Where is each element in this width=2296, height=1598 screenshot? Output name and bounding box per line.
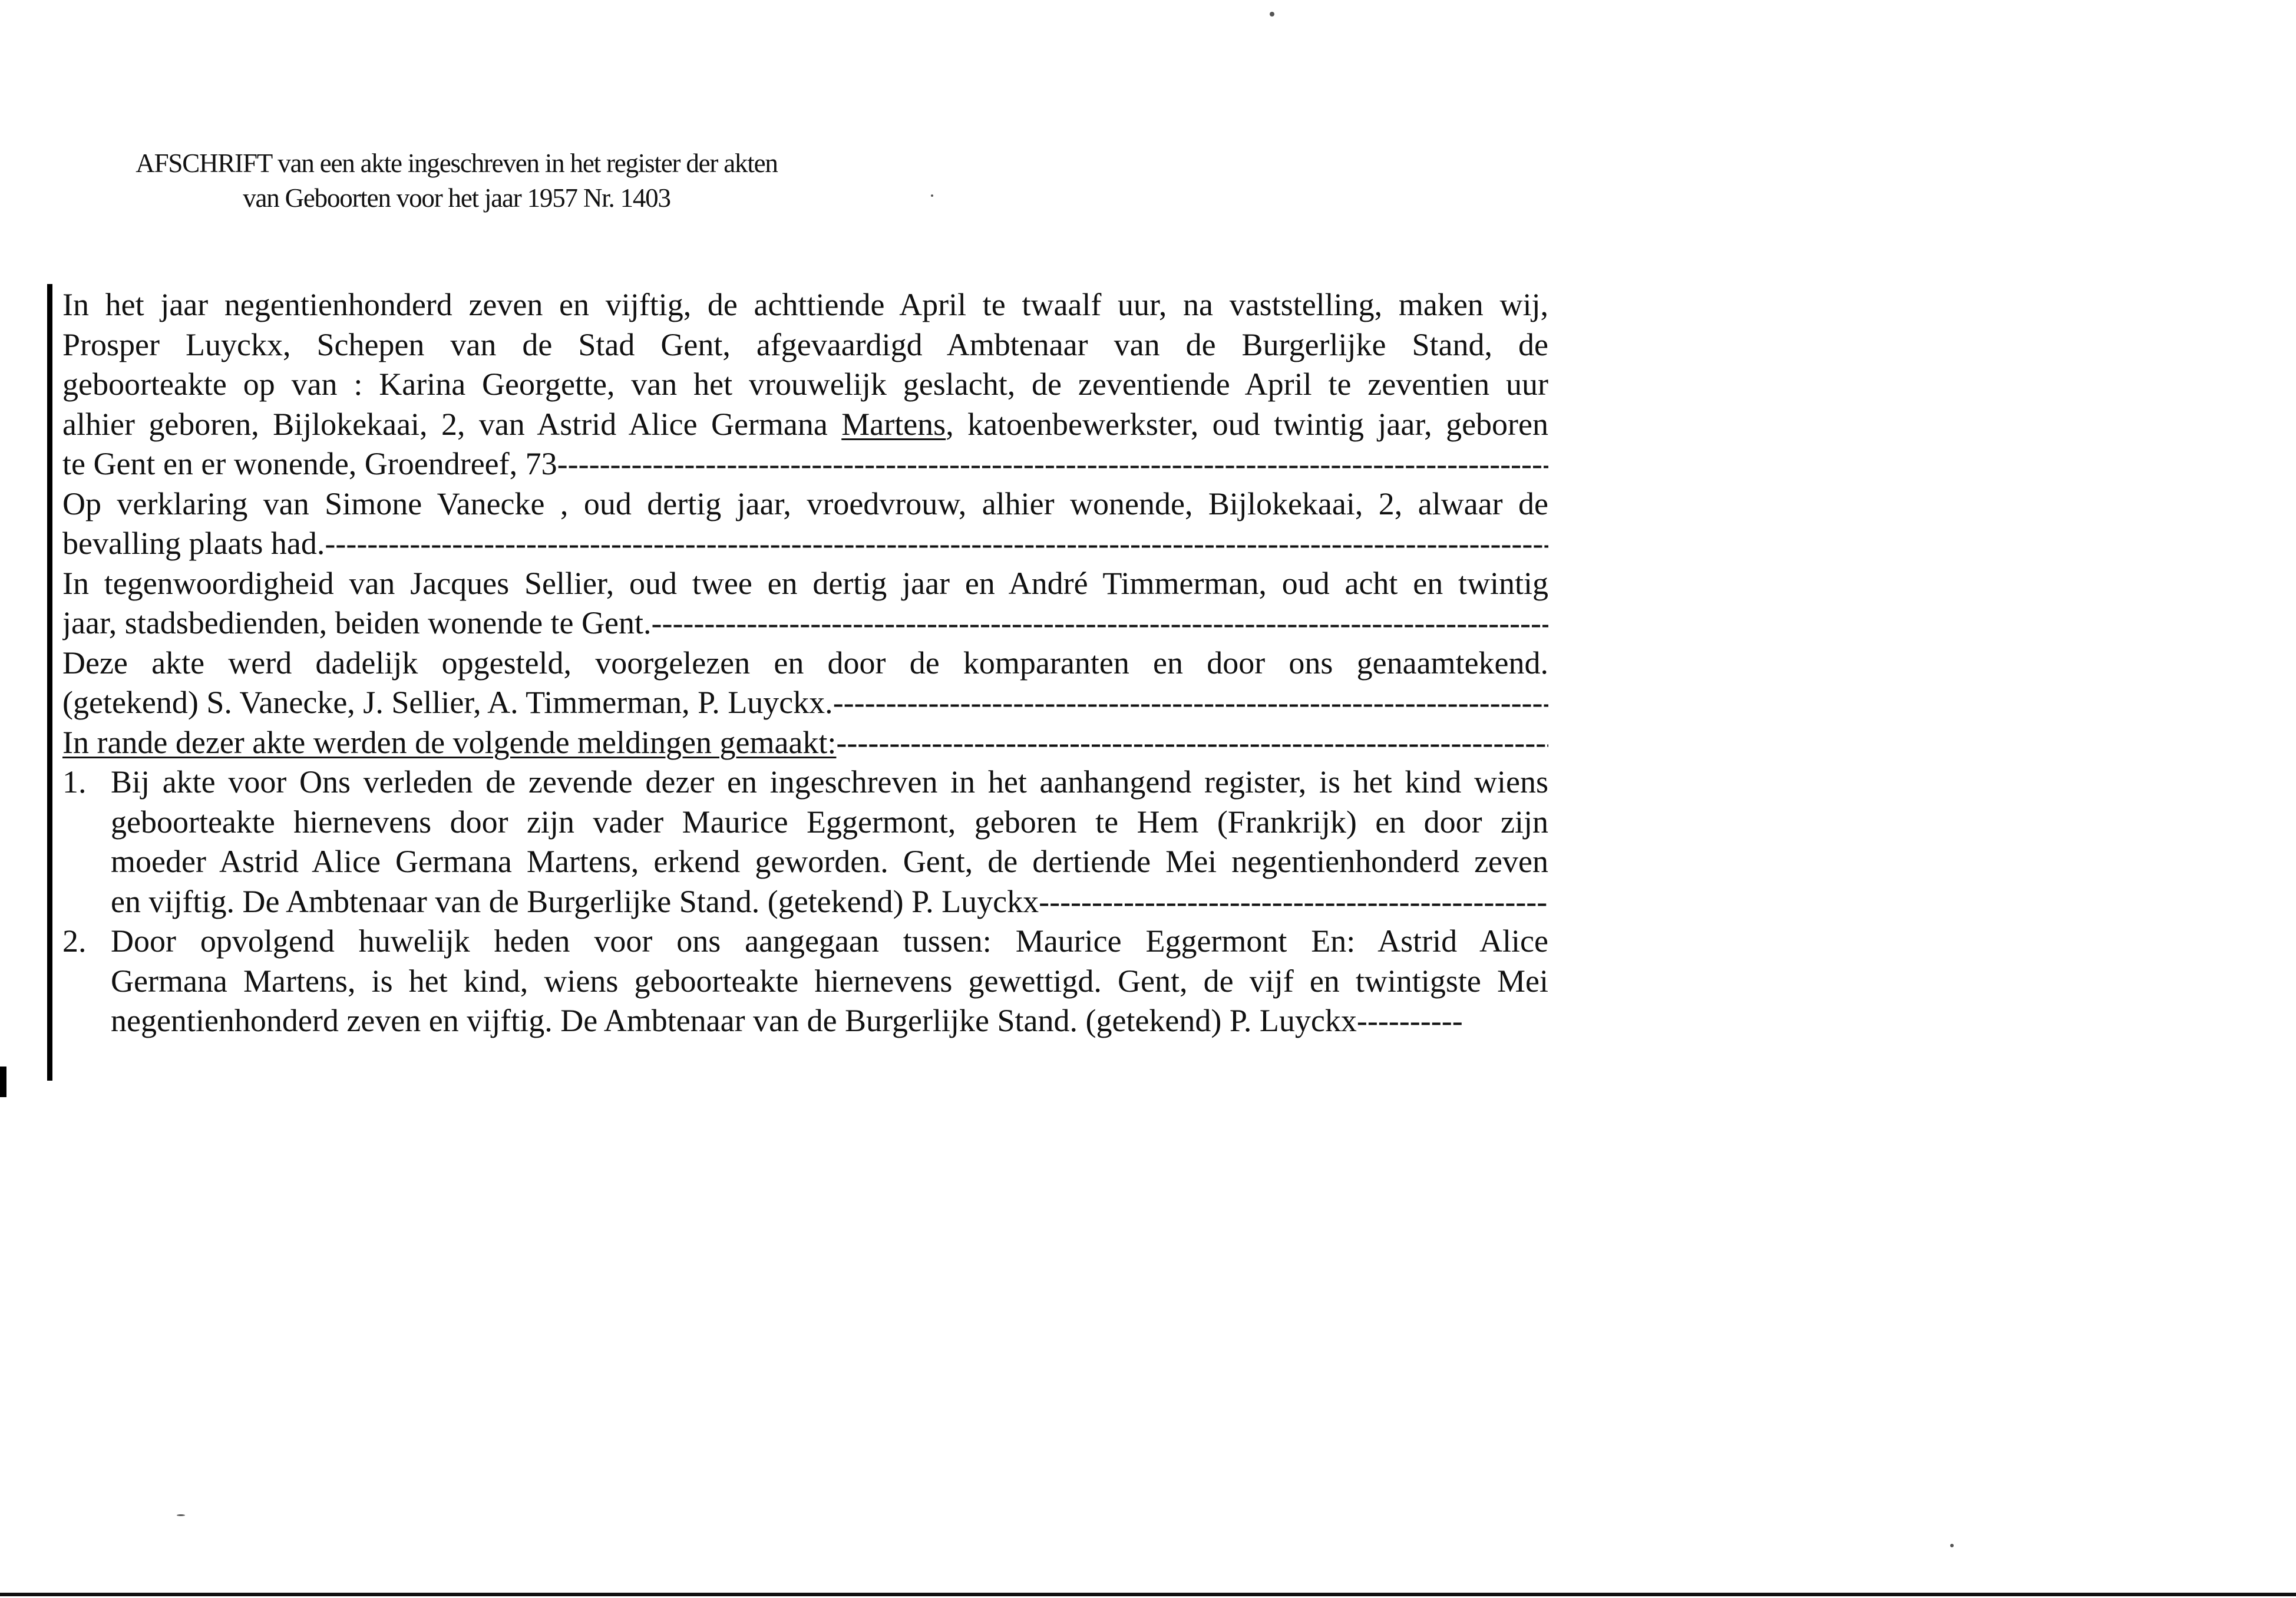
scan-speck [1270,12,1274,16]
document-header [88,146,825,216]
scan-speck [1950,1544,1954,1547]
scan-speck [177,1514,185,1516]
list-item-2-line: negentienhonderd zeven en vijftig. De Ambtenaar van de Burgerlijke Stand. (getekend) P. Luyckx---------- [111,1003,1463,1038]
list-item-1-line: moeder Astrid Alice Germana Martens, erkend geworden. Gent, de dertiende Mei negentienhonderd zeven [111,844,1548,879]
margin-notes-heading: In rande dezer akte werden de volgende meldingen gemaakt: [62,724,837,760]
text-line: Prosper Luyckx, Schepen van de Stad Gent, afgevaardigd Ambtenaar van de Burgerlijke Stand, de [62,326,1548,362]
text-segment: alhier geboren, Bijlokekaai, 2, van Astrid Alice Germana [62,406,842,442]
text-line: geboorteakte op van : Karina Georgette, van het vrouwelijk geslacht, de zeventiende April te zeventien uur [62,367,1548,402]
list-number: 2. [62,923,87,959]
text-line: te Gent en er wonende, Groendreef, 73 ----- [62,444,1548,484]
list-item-1-line: geboorteakte hiernevens door zijn vader Maurice Eggermont, geboren te Hem (Frankrijk) en door zijn [111,804,1548,840]
list-item-2-line: Germana Martens, is het kind, wiens geboorteakte hiernevens gewettigd. Gent, de vijf en twintigste Mei [111,963,1548,999]
bottom-border-line [0,1593,2296,1596]
document-body [62,285,1548,1041]
list-item-1-line [62,762,1548,803]
list-number: 1. [62,764,87,800]
header-line-2: van Geboorten voor het jaar 1957 Nr. 1403 [243,183,670,213]
margin-notes-heading-line [62,723,1548,763]
text-line: In het jaar negentienhonderd zeven en vijftig, de achttiende April te twaalf uur, na vaststelling, maken wij, [62,287,1548,322]
scan-speck [931,194,933,197]
text-line: Op verklaring van Simone Vanecke , oud dertig jaar, vroedvrouw, alhier wonende, Bijlokekaai, 2, alwaar de [62,486,1548,521]
header-line-1: AFSCHRIFT van een akte ingeschreven in het register der akten [136,148,778,178]
text-segment: Door opvolgend huwelijk heden voor ons aangegaan tussen: Maurice Eggermont En: Astrid Alice [111,923,1548,959]
text-segment: , katoenbewerkster, oud twintig jaar, geboren [946,406,1548,442]
margin-bar [47,284,52,1081]
text-line: jaar, stadsbedienden, beiden wonende te Gent. ----- [62,603,1548,643]
text-segment: Bij akte voor Ons verleden de zevende dezer en ingeschreven in het aanhangend register, is het kind wiens [111,764,1548,800]
text-line [62,405,1548,445]
text-line: In tegenwoordigheid van Jacques Sellier, oud twee en dertig jaar en André Timmerman, oud acht en twintig [62,565,1548,601]
list-item-1-line: en vijftig. De Ambtenaar van de Burgerlijke Stand. (getekend) P. Luyckx ----- [62,882,1548,922]
text-line: Deze akte werd dadelijk opgesteld, voorgelezen en door de komparanten en door ons genaamtekend. [62,645,1548,681]
text-line: bevalling plaats had. ----- [62,524,1548,564]
list-item-2-line [62,922,1548,962]
text-line: (getekend) S. Vanecke, J. Sellier, A. Timmerman, P. Luyckx. ----- [62,683,1548,723]
edge-mark [0,1067,6,1097]
underlined-surname: Martens [841,406,946,442]
